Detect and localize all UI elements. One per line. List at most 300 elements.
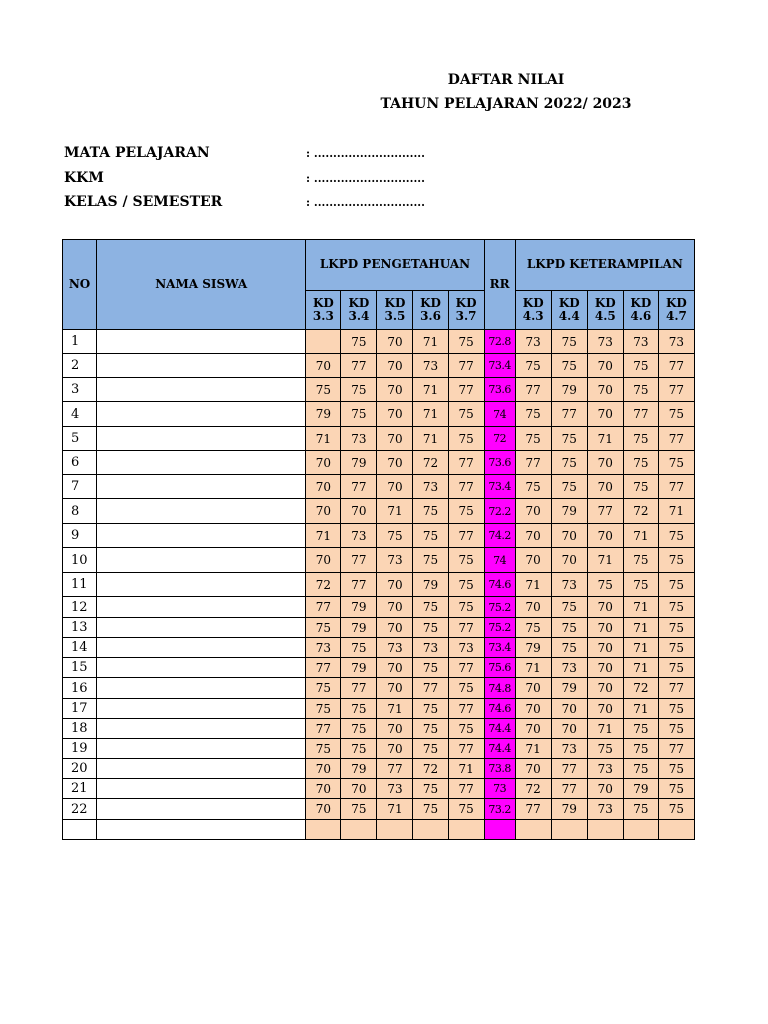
score-keterampilan: 75 — [658, 638, 694, 658]
score-pengetahuan: 71 — [413, 427, 448, 451]
score-rr: 74.4 — [484, 739, 515, 759]
score-pengetahuan: 70 — [377, 402, 413, 427]
score-pengetahuan: 75 — [448, 548, 484, 573]
score-keterampilan: 70 — [515, 719, 551, 739]
score-pengetahuan: 75 — [341, 402, 377, 427]
score-keterampilan: 75 — [515, 618, 551, 638]
score-pengetahuan: 75 — [448, 573, 484, 597]
info-label-kkm: KKM — [64, 170, 104, 186]
row-number: 19 — [63, 739, 97, 759]
score-rr: 73.4 — [484, 475, 515, 499]
score-pengetahuan: 77 — [448, 354, 484, 378]
score-pengetahuan: 70 — [306, 759, 341, 779]
info-value-kelas-semester: : ............................. — [306, 196, 425, 209]
score-keterampilan: 75 — [623, 354, 658, 378]
score-pengetahuan: 73 — [413, 638, 448, 658]
table-row — [63, 779, 695, 799]
row-number: 5 — [63, 427, 97, 451]
score-keterampilan: 75 — [551, 451, 587, 475]
score-pengetahuan: 75 — [341, 378, 377, 402]
score-pengetahuan: 70 — [377, 427, 413, 451]
score-keterampilan: 77 — [623, 402, 658, 427]
score-keterampilan: 75 — [551, 330, 587, 354]
score-pengetahuan: 70 — [377, 678, 413, 699]
score-pengetahuan: 75 — [341, 638, 377, 658]
score-keterampilan: 79 — [551, 378, 587, 402]
score-pengetahuan: 75 — [448, 402, 484, 427]
score-pengetahuan: 70 — [377, 719, 413, 739]
score-rr: 74.4 — [484, 719, 515, 739]
score-keterampilan: 70 — [551, 719, 587, 739]
header-kd-3-5 — [377, 291, 413, 330]
score-pengetahuan: 77 — [341, 354, 377, 378]
score-pengetahuan: 75 — [448, 799, 484, 820]
score-pengetahuan: 77 — [341, 548, 377, 573]
score-keterampilan: 70 — [515, 759, 551, 779]
score-pengetahuan: 77 — [341, 475, 377, 499]
score-pengetahuan: 75 — [341, 719, 377, 739]
info-label-kelas-semester: KELAS / SEMESTER — [64, 194, 223, 210]
kd-label: KD — [594, 296, 616, 311]
student-name — [97, 759, 306, 779]
score-pengetahuan: 70 — [306, 799, 341, 820]
row-number: 22 — [63, 799, 97, 820]
header-kd-4-6 — [623, 291, 658, 330]
score-pengetahuan: 75 — [341, 739, 377, 759]
score-pengetahuan — [341, 820, 377, 840]
student-name — [97, 799, 306, 820]
score-keterampilan: 77 — [515, 799, 551, 820]
row-number: 8 — [63, 499, 97, 524]
score-keterampilan: 79 — [551, 678, 587, 699]
score-keterampilan — [515, 820, 551, 840]
student-name — [97, 597, 306, 618]
document-title: DAFTAR NILAI — [447, 72, 565, 88]
kd-number: 4.3 — [522, 309, 544, 323]
score-pengetahuan: 72 — [413, 759, 448, 779]
score-keterampilan: 75 — [623, 573, 658, 597]
kd-label: KD — [666, 296, 687, 311]
score-keterampilan: 75 — [551, 618, 587, 638]
score-keterampilan: 75 — [551, 354, 587, 378]
score-rr: 72.2 — [484, 499, 515, 524]
score-keterampilan: 77 — [658, 378, 694, 402]
table-row — [63, 699, 695, 719]
score-rr: 73.4 — [484, 638, 515, 658]
score-pengetahuan: 79 — [341, 658, 377, 678]
score-keterampilan: 77 — [658, 678, 694, 699]
score-keterampilan: 77 — [515, 378, 551, 402]
score-pengetahuan — [413, 820, 448, 840]
row-number: 21 — [63, 779, 97, 799]
student-name — [97, 618, 306, 638]
score-keterampilan: 73 — [623, 330, 658, 354]
score-keterampilan: 70 — [587, 475, 623, 499]
score-keterampilan: 70 — [515, 678, 551, 699]
score-keterampilan: 75 — [658, 524, 694, 548]
score-keterampilan: 70 — [587, 779, 623, 799]
score-pengetahuan: 71 — [377, 799, 413, 820]
score-rr: 74 — [484, 402, 515, 427]
row-number: 18 — [63, 719, 97, 739]
score-pengetahuan: 75 — [306, 739, 341, 759]
score-pengetahuan: 73 — [377, 548, 413, 573]
score-rr: 73.8 — [484, 759, 515, 779]
kd-label: KD — [522, 296, 544, 311]
table-row — [63, 739, 695, 759]
kd-number: 4.6 — [630, 309, 652, 323]
score-pengetahuan: 77 — [306, 658, 341, 678]
score-pengetahuan: 73 — [341, 524, 377, 548]
score-pengetahuan: 70 — [377, 618, 413, 638]
row-number: 17 — [63, 699, 97, 719]
score-keterampilan: 75 — [515, 402, 551, 427]
score-keterampilan: 71 — [587, 548, 623, 573]
score-keterampilan: 79 — [551, 799, 587, 820]
score-keterampilan: 75 — [658, 573, 694, 597]
table-row — [63, 451, 695, 475]
score-pengetahuan: 75 — [448, 499, 484, 524]
score-pengetahuan: 79 — [341, 618, 377, 638]
score-pengetahuan: 75 — [413, 499, 448, 524]
score-keterampilan: 75 — [587, 739, 623, 759]
header-no: NO — [63, 240, 97, 330]
score-pengetahuan: 77 — [448, 739, 484, 759]
kd-number: 3.6 — [420, 309, 441, 323]
score-rr: 74.8 — [484, 678, 515, 699]
score-pengetahuan: 70 — [377, 739, 413, 759]
score-pengetahuan: 75 — [306, 678, 341, 699]
score-keterampilan: 71 — [623, 597, 658, 618]
header-kd-3-3 — [306, 291, 341, 330]
score-pengetahuan: 75 — [413, 799, 448, 820]
score-pengetahuan: 70 — [377, 475, 413, 499]
kd-number: 4.7 — [665, 309, 687, 323]
score-keterampilan: 75 — [623, 548, 658, 573]
score-pengetahuan — [377, 820, 413, 840]
row-number: 7 — [63, 475, 97, 499]
table-row — [63, 548, 695, 573]
score-keterampilan: 75 — [658, 779, 694, 799]
score-keterampilan — [623, 820, 658, 840]
table-row — [63, 820, 695, 840]
score-pengetahuan: 75 — [413, 658, 448, 678]
score-pengetahuan: 79 — [341, 597, 377, 618]
table-row — [63, 330, 695, 354]
score-keterampilan: 75 — [623, 719, 658, 739]
score-pengetahuan: 75 — [413, 719, 448, 739]
score-keterampilan: 75 — [658, 759, 694, 779]
score-keterampilan: 72 — [623, 499, 658, 524]
row-number: 11 — [63, 573, 97, 597]
score-pengetahuan: 71 — [413, 378, 448, 402]
score-keterampilan: 70 — [587, 378, 623, 402]
score-pengetahuan: 70 — [377, 378, 413, 402]
kd-label: KD — [348, 296, 370, 311]
student-name — [97, 820, 306, 840]
score-keterampilan: 73 — [587, 330, 623, 354]
score-pengetahuan: 75 — [413, 524, 448, 548]
score-pengetahuan: 77 — [413, 678, 448, 699]
score-pengetahuan: 75 — [448, 597, 484, 618]
score-keterampilan: 79 — [515, 638, 551, 658]
score-keterampilan: 73 — [587, 759, 623, 779]
table-row — [63, 638, 695, 658]
score-keterampilan: 71 — [623, 658, 658, 678]
table-row — [63, 759, 695, 779]
score-rr: 74 — [484, 548, 515, 573]
score-rr: 74.6 — [484, 573, 515, 597]
score-pengetahuan: 70 — [306, 354, 341, 378]
grades-table — [62, 239, 695, 840]
score-keterampilan: 75 — [551, 475, 587, 499]
score-rr: 74.6 — [484, 699, 515, 719]
score-keterampilan: 77 — [658, 354, 694, 378]
score-pengetahuan: 71 — [377, 499, 413, 524]
score-keterampilan: 79 — [551, 499, 587, 524]
student-name — [97, 719, 306, 739]
score-keterampilan: 71 — [515, 573, 551, 597]
info-value-mata-pelajaran: : ............................. — [306, 147, 425, 160]
student-name — [97, 699, 306, 719]
score-pengetahuan: 77 — [341, 678, 377, 699]
score-keterampilan: 75 — [515, 475, 551, 499]
score-pengetahuan: 77 — [448, 618, 484, 638]
student-name — [97, 739, 306, 759]
score-keterampilan: 70 — [587, 658, 623, 678]
score-rr: 73.2 — [484, 799, 515, 820]
score-keterampilan: 73 — [551, 573, 587, 597]
score-pengetahuan: 73 — [341, 427, 377, 451]
table-row — [63, 378, 695, 402]
score-keterampilan: 71 — [623, 618, 658, 638]
table-row — [63, 573, 695, 597]
score-pengetahuan: 75 — [413, 699, 448, 719]
table-row — [63, 799, 695, 820]
table-row — [63, 524, 695, 548]
kd-label: KD — [312, 296, 334, 311]
score-pengetahuan: 70 — [341, 499, 377, 524]
score-rr: 75.2 — [484, 618, 515, 638]
score-keterampilan: 70 — [587, 618, 623, 638]
score-keterampilan: 77 — [587, 499, 623, 524]
score-pengetahuan: 70 — [341, 779, 377, 799]
table-row — [63, 719, 695, 739]
score-keterampilan: 70 — [587, 354, 623, 378]
kd-label: KD — [420, 296, 441, 311]
student-name — [97, 499, 306, 524]
header-rr: RR — [484, 240, 515, 330]
score-keterampilan: 77 — [551, 759, 587, 779]
score-keterampilan: 72 — [515, 779, 551, 799]
row-number: 6 — [63, 451, 97, 475]
score-keterampilan — [551, 820, 587, 840]
document-subtitle: TAHUN PELAJARAN 2022/ 2023 — [380, 96, 632, 112]
score-keterampilan: 70 — [587, 699, 623, 719]
header-lkpd-keterampilan: LKPD KETERAMPILAN — [515, 240, 694, 291]
score-keterampilan: 75 — [658, 719, 694, 739]
score-keterampilan: 70 — [515, 524, 551, 548]
score-keterampilan: 71 — [658, 499, 694, 524]
score-pengetahuan: 73 — [377, 638, 413, 658]
score-pengetahuan: 70 — [306, 779, 341, 799]
student-name — [97, 354, 306, 378]
score-pengetahuan: 75 — [306, 618, 341, 638]
score-keterampilan: 75 — [515, 427, 551, 451]
score-keterampilan: 70 — [515, 499, 551, 524]
score-pengetahuan: 75 — [413, 618, 448, 638]
student-name — [97, 524, 306, 548]
kd-label: KD — [384, 296, 406, 311]
score-keterampilan: 75 — [658, 699, 694, 719]
score-keterampilan: 70 — [551, 548, 587, 573]
score-rr: 73.6 — [484, 378, 515, 402]
header-kd-4-4 — [551, 291, 587, 330]
score-pengetahuan: 77 — [448, 779, 484, 799]
row-number: 16 — [63, 678, 97, 699]
score-rr: 73.6 — [484, 451, 515, 475]
kd-number: 3.3 — [312, 309, 334, 323]
row-number: 3 — [63, 378, 97, 402]
score-keterampilan: 71 — [515, 658, 551, 678]
score-keterampilan: 75 — [658, 451, 694, 475]
score-pengetahuan — [448, 820, 484, 840]
score-pengetahuan: 73 — [448, 638, 484, 658]
kd-label: KD — [455, 296, 477, 311]
student-name — [97, 427, 306, 451]
score-rr: 75.2 — [484, 597, 515, 618]
kd-label: KD — [558, 296, 580, 311]
score-pengetahuan: 75 — [448, 427, 484, 451]
score-keterampilan: 70 — [587, 597, 623, 618]
kd-number: 3.7 — [455, 309, 477, 323]
score-keterampilan: 70 — [551, 524, 587, 548]
student-name — [97, 678, 306, 699]
score-pengetahuan: 75 — [306, 378, 341, 402]
header-kd-4-7 — [658, 291, 694, 330]
score-keterampilan: 77 — [658, 739, 694, 759]
score-keterampilan — [658, 820, 694, 840]
table-row — [63, 499, 695, 524]
row-number: 4 — [63, 402, 97, 427]
header-kd-3-4 — [341, 291, 377, 330]
score-pengetahuan: 70 — [306, 451, 341, 475]
student-name — [97, 402, 306, 427]
score-pengetahuan: 77 — [448, 475, 484, 499]
score-pengetahuan: 72 — [413, 451, 448, 475]
score-pengetahuan: 79 — [341, 451, 377, 475]
score-keterampilan: 70 — [551, 699, 587, 719]
student-name — [97, 330, 306, 354]
score-pengetahuan: 75 — [377, 524, 413, 548]
score-keterampilan: 75 — [623, 759, 658, 779]
table-row — [63, 354, 695, 378]
score-pengetahuan — [306, 820, 341, 840]
score-keterampilan: 75 — [623, 451, 658, 475]
score-pengetahuan: 70 — [306, 499, 341, 524]
score-pengetahuan: 77 — [448, 658, 484, 678]
score-pengetahuan: 77 — [306, 597, 341, 618]
score-rr: 73 — [484, 779, 515, 799]
score-keterampilan: 75 — [658, 799, 694, 820]
score-pengetahuan: 79 — [306, 402, 341, 427]
score-pengetahuan: 70 — [377, 597, 413, 618]
score-keterampilan: 70 — [515, 699, 551, 719]
score-keterampilan: 75 — [551, 597, 587, 618]
table-row — [63, 618, 695, 638]
score-pengetahuan: 75 — [413, 597, 448, 618]
score-pengetahuan: 71 — [413, 330, 448, 354]
score-pengetahuan: 70 — [377, 354, 413, 378]
score-keterampilan: 75 — [623, 739, 658, 759]
table-row — [63, 658, 695, 678]
score-rr: 74.2 — [484, 524, 515, 548]
score-keterampilan: 73 — [515, 330, 551, 354]
score-pengetahuan: 71 — [377, 699, 413, 719]
score-keterampilan: 71 — [623, 638, 658, 658]
score-pengetahuan: 79 — [413, 573, 448, 597]
score-keterampilan: 75 — [623, 378, 658, 402]
score-pengetahuan: 70 — [377, 573, 413, 597]
info-value-kkm: : ............................. — [306, 172, 425, 185]
row-number: 13 — [63, 618, 97, 638]
student-name — [97, 573, 306, 597]
kd-label: KD — [630, 296, 652, 311]
row-number: 20 — [63, 759, 97, 779]
score-rr: 73.4 — [484, 354, 515, 378]
score-keterampilan: 73 — [658, 330, 694, 354]
table-row — [63, 475, 695, 499]
score-keterampilan: 70 — [515, 597, 551, 618]
score-keterampilan: 70 — [587, 638, 623, 658]
score-pengetahuan: 77 — [448, 451, 484, 475]
score-pengetahuan: 75 — [448, 330, 484, 354]
score-keterampilan: 73 — [551, 739, 587, 759]
score-keterampilan: 71 — [623, 699, 658, 719]
score-keterampilan: 77 — [658, 475, 694, 499]
student-name — [97, 451, 306, 475]
score-keterampilan: 75 — [587, 573, 623, 597]
header-kd-4-5 — [587, 291, 623, 330]
score-keterampilan: 70 — [587, 451, 623, 475]
score-keterampilan: 79 — [623, 779, 658, 799]
score-keterampilan: 75 — [623, 799, 658, 820]
score-pengetahuan: 75 — [448, 678, 484, 699]
score-pengetahuan: 73 — [413, 354, 448, 378]
score-pengetahuan: 73 — [377, 779, 413, 799]
header-kd-3-7 — [448, 291, 484, 330]
score-keterampilan: 75 — [658, 597, 694, 618]
row-number: 9 — [63, 524, 97, 548]
score-pengetahuan: 70 — [377, 658, 413, 678]
score-keterampilan: 71 — [587, 427, 623, 451]
score-pengetahuan: 75 — [413, 548, 448, 573]
table-row — [63, 427, 695, 451]
score-keterampilan: 77 — [515, 451, 551, 475]
score-keterampilan: 70 — [587, 678, 623, 699]
score-pengetahuan: 75 — [448, 719, 484, 739]
score-pengetahuan: 71 — [413, 402, 448, 427]
row-number: 10 — [63, 548, 97, 573]
score-keterampilan: 75 — [623, 475, 658, 499]
info-label-mata-pelajaran: MATA PELAJARAN — [64, 145, 210, 161]
kd-number: 4.4 — [558, 309, 580, 323]
score-pengetahuan: 70 — [306, 475, 341, 499]
header-nama-siswa: NAMA SISWA — [97, 240, 306, 330]
score-pengetahuan: 75 — [306, 699, 341, 719]
row-number: 15 — [63, 658, 97, 678]
score-rr: 72.8 — [484, 330, 515, 354]
